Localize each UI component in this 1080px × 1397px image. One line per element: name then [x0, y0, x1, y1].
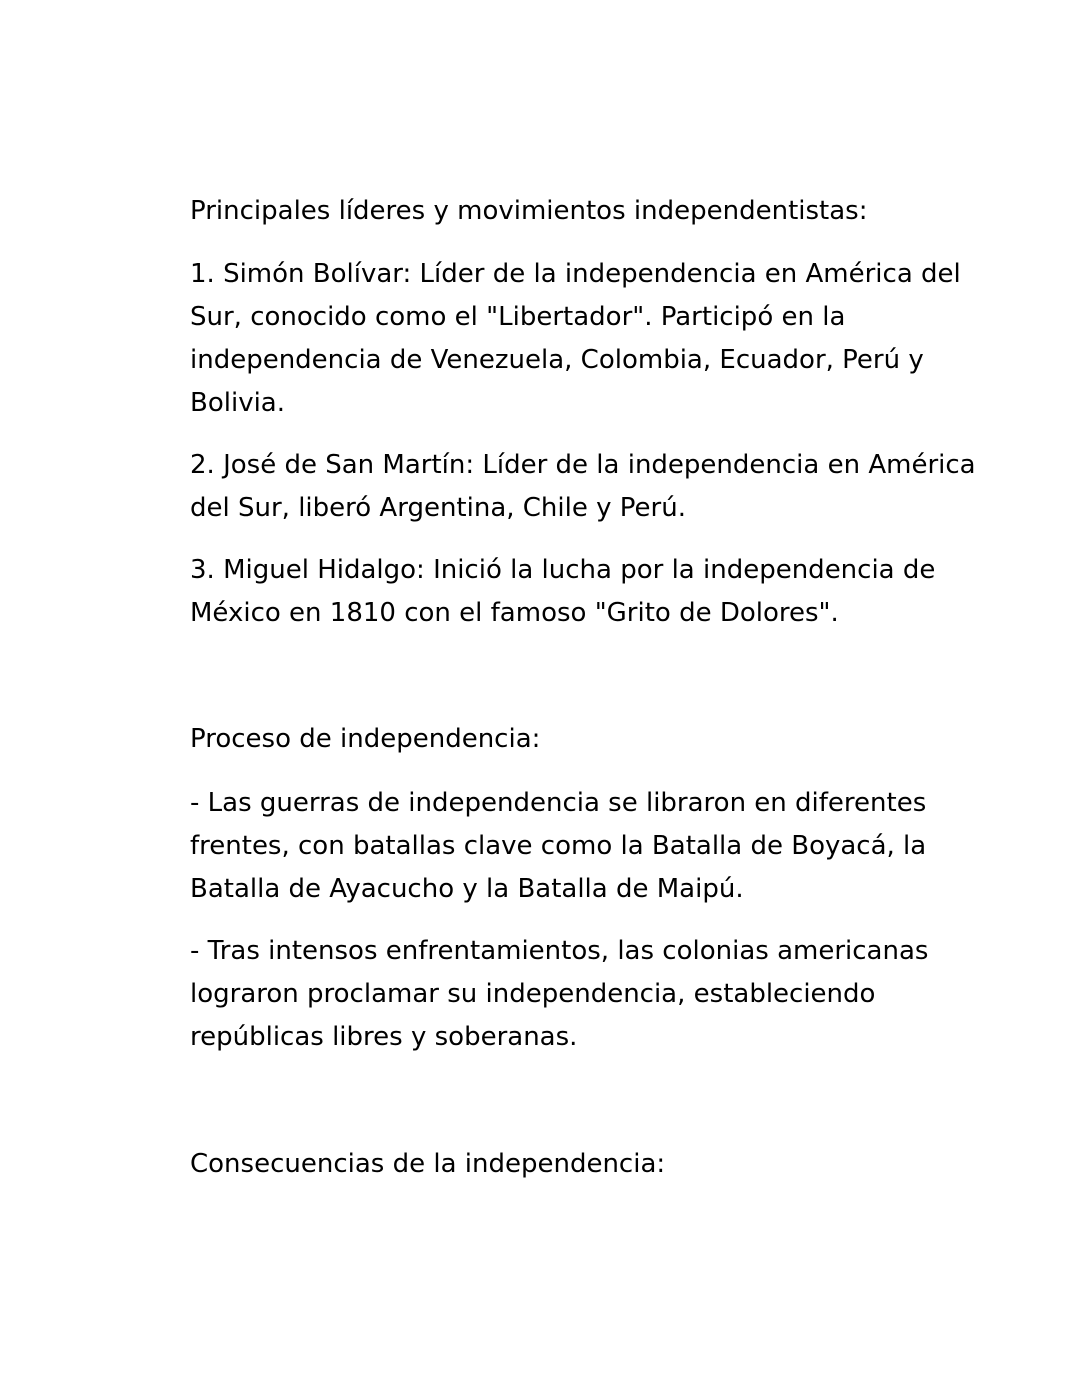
process-item-battles: - Las guerras de independencia se libraron en diferentes frentes, con batallas clave como la Batalla de Boyacá, la Batalla de Ayacucho y la Batalla de Maipú. [190, 788, 927, 904]
leader-item-hidalgo: 3. Miguel Hidalgo: Inició la lucha por la independencia de México en 1810 con el famoso "Grito de Dolores". [190, 555, 936, 628]
process-item-proclamation: - Tras intensos enfrentamientos, las colonias americanas lograron proclamar su independencia, estableciendo repúblicas libres y soberanas. [190, 936, 929, 1052]
leader-item-san-martin: 2. José de San Martín: Líder de la independencia en América del Sur, liberó Argentina, Chile y Perú. [190, 450, 976, 523]
process-heading: Proceso de independencia: [190, 724, 541, 754]
consequences-heading: Consecuencias de la independencia: [190, 1149, 666, 1179]
leaders-heading: Principales líderes y movimientos independentistas: [190, 196, 868, 226]
leader-item-bolivar: 1. Simón Bolívar: Líder de la independencia en América del Sur, conocido como el "Libertador". Participó en la independencia de Venezuela, Colombia, Ecuador, Perú y Bolivia. [190, 259, 961, 418]
